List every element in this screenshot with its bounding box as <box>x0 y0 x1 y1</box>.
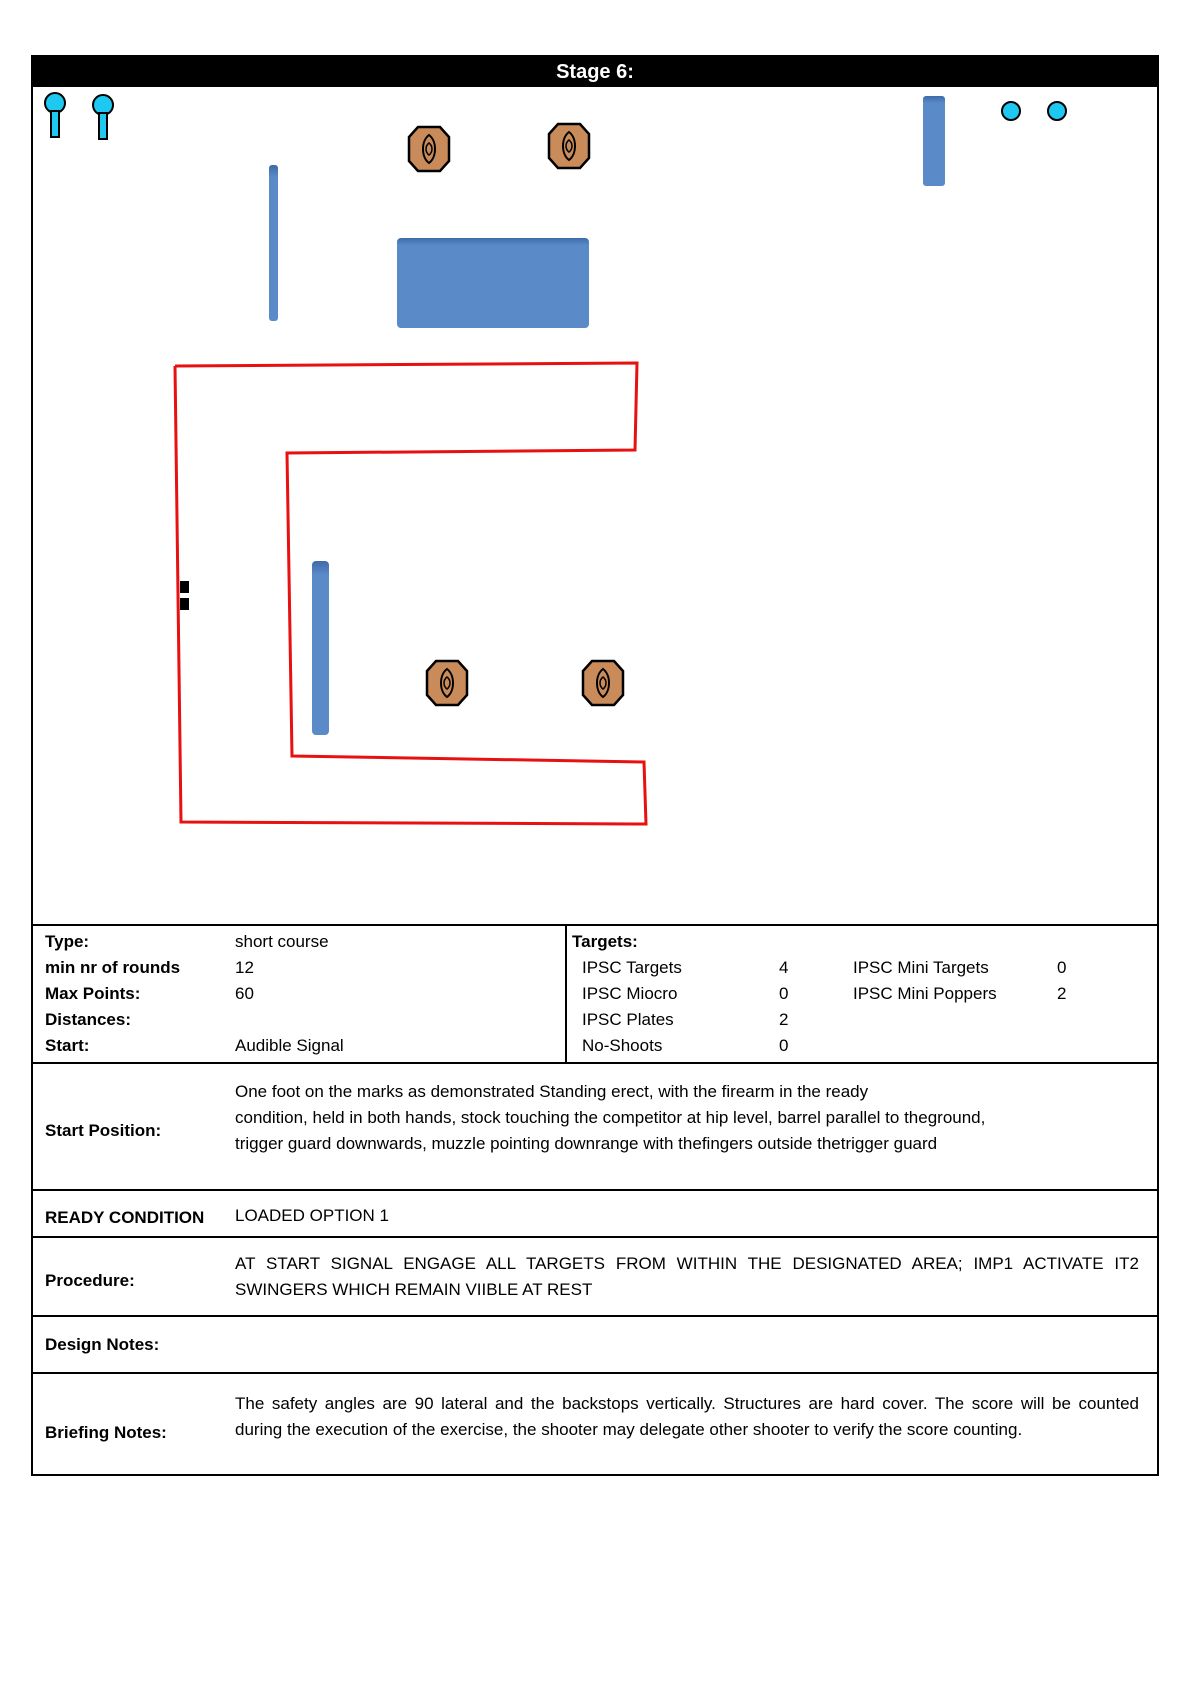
wall-right-icon <box>923 96 945 186</box>
shooting-area-fault-line <box>175 363 646 824</box>
target-extra-label: IPSC Mini Poppers <box>853 984 997 1003</box>
divider <box>33 1372 1157 1374</box>
divider <box>33 1315 1157 1317</box>
procedure-text: AT START SIGNAL ENGAGE ALL TARGETS FROM WITHIN THE DESIGNATED AREA; IMP1 ACTIVATE IT2 SWINGERS WHICH REMAIN VIIBLE AT REST <box>235 1254 1139 1299</box>
target-row-label: IPSC Miocro <box>582 984 678 1003</box>
wall-center-icon <box>312 561 329 735</box>
ipsc-target-1-icon <box>409 127 449 171</box>
rounds-label: min nr of rounds <box>45 958 181 977</box>
ipsc-target-4-icon <box>583 661 623 705</box>
type-label: Type: <box>45 932 90 951</box>
rounds-value: 12 <box>235 958 254 977</box>
ipsc-target-2-icon <box>549 124 589 168</box>
divider <box>33 1236 1157 1238</box>
target-extra-label: IPSC Mini Targets <box>853 958 989 977</box>
wall-left-icon <box>269 165 278 321</box>
targets-heading: Targets: <box>572 932 638 951</box>
wall-barricade-icon <box>397 238 589 328</box>
target-row-label: IPSC Targets <box>582 958 682 977</box>
design-notes-label: Design Notes: <box>45 1335 160 1354</box>
start-label: Start: <box>45 1036 90 1055</box>
points-label: Max Points: <box>45 984 141 1003</box>
target-extra-value: 2 <box>1057 984 1067 1003</box>
target-row-value: 4 <box>779 958 789 977</box>
popper-1-icon <box>45 93 65 137</box>
type-value: short course <box>235 932 329 951</box>
procedure-label: Procedure: <box>45 1271 135 1290</box>
target-row-value: 2 <box>779 1010 789 1029</box>
ipsc-target-3-icon <box>427 661 467 705</box>
target-row-value: 0 <box>779 1036 789 1055</box>
plate-2-icon <box>1048 102 1066 120</box>
start-position-line: One foot on the marks as demonstrated Standing erect, with the firearm in the ready <box>235 1082 869 1101</box>
target-row-label: No-Shoots <box>582 1036 663 1055</box>
start-value: Audible Signal <box>235 1036 344 1055</box>
stage-diagram-svg <box>33 87 1157 926</box>
target-extra-value: 0 <box>1057 958 1067 977</box>
stage-diagram <box>33 87 1157 926</box>
start-mark-2-icon <box>180 598 189 610</box>
target-row-label: IPSC Plates <box>582 1010 674 1029</box>
briefing-notes-label: Briefing Notes: <box>45 1423 167 1442</box>
divider <box>33 1062 1157 1064</box>
start-position-label: Start Position: <box>45 1121 162 1140</box>
points-value: 60 <box>235 984 254 1003</box>
target-row-value: 0 <box>779 984 789 1003</box>
distances-label: Distances: <box>45 1010 131 1029</box>
divider <box>33 924 1157 926</box>
start-mark-1-icon <box>180 581 189 593</box>
ready-condition-label: READY CONDITION <box>45 1208 205 1227</box>
start-position-line: trigger guard downwards, muzzle pointing downrange with thefingers outside thetrigger guard <box>235 1134 938 1153</box>
start-position-line: condition, held in both hands, stock touching the competitor at hip level, barrel parallel to theground, <box>235 1108 986 1127</box>
briefing-notes-text: The safety angles are 90 lateral and the backstops vertically. Structures are hard cover. The score will be counted during the execution of the exercise, the shooter may delegate other shooter to verify the score counting. <box>235 1394 1139 1439</box>
divider <box>33 1189 1157 1191</box>
ready-condition-value: LOADED OPTION 1 <box>235 1206 389 1225</box>
plate-1-icon <box>1002 102 1020 120</box>
stage-title: Stage 6: <box>33 57 1157 87</box>
popper-2-icon <box>93 95 113 139</box>
divider <box>565 924 567 1064</box>
stage-sheet <box>31 55 1159 1476</box>
